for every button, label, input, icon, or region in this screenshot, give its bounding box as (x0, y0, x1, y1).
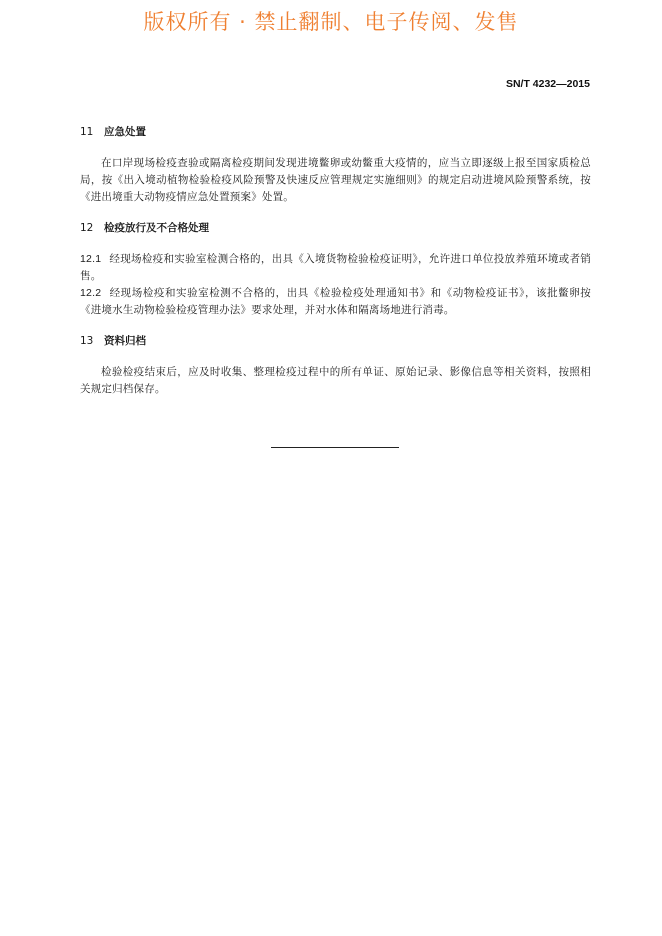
clause-number: 12.2 (80, 287, 102, 299)
document-body (80, 124, 591, 398)
section-number: 12 (80, 222, 94, 234)
section-number: 11 (80, 126, 94, 138)
clause-12-2 (80, 285, 591, 319)
section-title: 资料归档 (104, 335, 146, 347)
section-13-heading (80, 333, 591, 350)
section-13-paragraph: 检验检疫结束后，应及时收集、整理检疫过程中的所有单证、原始记录、影像信息等相关资料，按照相关规定归档保存。 (80, 366, 591, 395)
clause-text: 经现场检疫和实验室检测不合格的，出具《检验检疫处理通知书》和《动物检疫证书》，该批鳖卵按《进境水生动物检验检疫管理办法》要求处理，并对水体和隔离场地进行消毒。 (80, 287, 591, 316)
copyright-watermark: 版权所有 · 禁止翻制、电子传阅、发售 (143, 10, 519, 34)
section-11-paragraph: 在口岸现场检疫查验或隔离检疫期间发现进境鳖卵或幼鳖重大疫情的，应当立即逐级上报至国家质检总局，按《出入境动植物检验检疫风险预警及快速反应管理规定实施细则》的规定启动进境风险预警系统，按《进出境重大动物疫情应急处置预案》处置。 (80, 157, 591, 203)
clause-text: 经现场检疫和实验室检测合格的，出具《入境货物检验检疫证明》，允许进口单位投放养殖环境或者销售。 (80, 253, 591, 282)
standard-code: SN/T 4232—2015 (505, 78, 590, 90)
section-12-heading (80, 220, 591, 237)
section-number: 13 (80, 335, 94, 347)
section-11-heading (80, 124, 591, 141)
clause-number: 12.1 (80, 253, 102, 265)
section-title: 检疫放行及不合格处理 (104, 222, 209, 234)
clause-12-1 (80, 251, 591, 285)
section-title: 应急处置 (104, 126, 146, 138)
end-of-document-line (271, 447, 399, 448)
